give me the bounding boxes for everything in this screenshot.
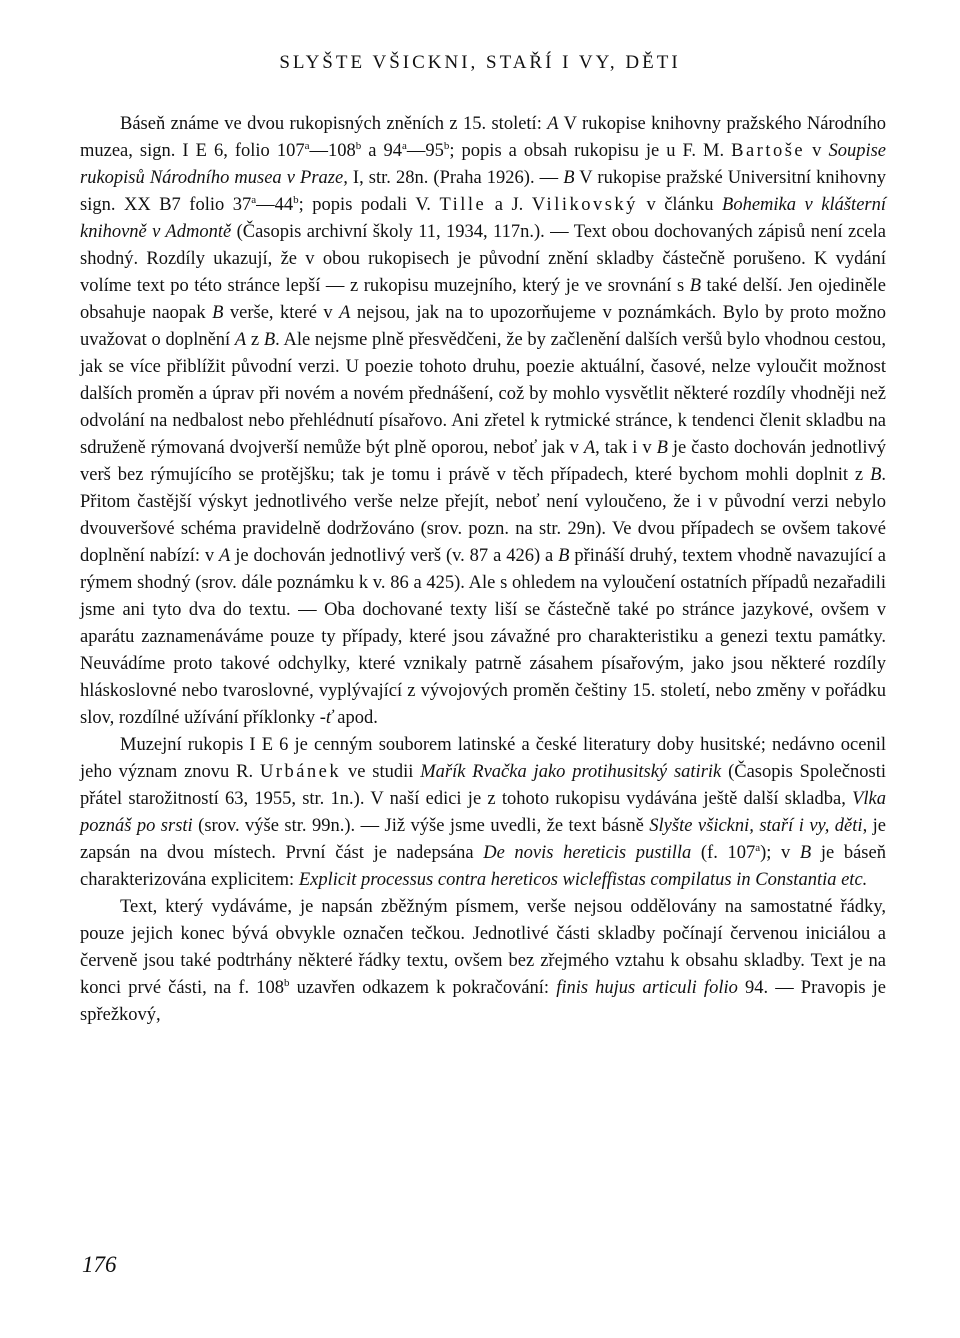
italic-run: B	[558, 546, 570, 566]
italic-run: B	[263, 330, 276, 350]
italic-run: finis hujus articuli folio	[556, 978, 738, 998]
superscript: a	[755, 841, 761, 854]
text-run: —95	[406, 141, 444, 161]
italic-run: A	[339, 303, 351, 323]
text-run: apod.	[332, 708, 378, 728]
text-run: ); v	[760, 843, 800, 863]
text-run: V rukopise knihovny pražského Národního muzea, sign. I E 6, folio 107	[80, 114, 886, 161]
text-run: —44	[256, 195, 294, 215]
italic-run: A	[219, 546, 231, 566]
italic-run: De novis hereticis pustilla	[483, 843, 692, 863]
text-run: —108	[309, 141, 356, 161]
text-run: v	[805, 141, 829, 161]
text-run: ve studii	[341, 762, 421, 782]
body-text	[80, 111, 886, 1029]
page-number: 176	[82, 1252, 117, 1277]
text-run: . Přitom častější výskyt jednotlivého verše nelze přejít, neboť není vyloučeno, že i v původní verzi nebylo dvouveršové schéma pravidelně dodržováno (srov. pozn. na str. 29n). Ve dvou případech se ovšem takové doplnění nabízí: v	[80, 465, 886, 566]
italic-run: Bohemika v klášterní knihovně v Admontě	[80, 195, 886, 242]
paragraph-2	[80, 732, 886, 894]
text-run: nejsou, jak na to upozorňujeme v poznámkách. Bylo by proto možno uvažovat o doplnění	[80, 303, 886, 350]
superscript: a	[304, 139, 310, 152]
italic-run: B	[563, 168, 575, 188]
text-run: je báseň charakterizována explicitem:	[80, 843, 886, 890]
text-run: z	[246, 330, 264, 350]
text-run: přináší druhý, textem vhodně navazující a rýmem shodný (srov. dále poznámku k v. 86 a 425). Ale s ohledem na vyloučení ostatních případů nezařadili jsme ani tyto dva do textu. — Oba dochované texty liší se částečně také po stránce jazykové, ovšem v aparátu zaznamenáváme pouze ty případy, které jsou závažné pro charakteristiku a genezi textu památky. Neuvádíme proto takové odchylky, které vznikaly patrně zásahem písařovým, jako jsou některé rozdíly hláskoslovné nebo tvaroslovné, vyplývající z vývojových proměn češtiny 15. století, nebo změny v pořádku slov, rozdílné užívání příklonky	[80, 546, 886, 728]
text-run: a 94	[361, 141, 402, 161]
text-run: I, str. 28n. (Praha 1926). —	[347, 168, 564, 188]
italic-run: A	[234, 330, 247, 350]
text-run: ; popis podali V.	[298, 195, 440, 215]
text-run: 94. — Pravopis je spřežkový,	[80, 978, 886, 1025]
text-run: Báseň známe ve dvou rukopisných zněních z 15. století:	[120, 114, 548, 134]
italic-run: B	[656, 438, 668, 458]
italic-run: Mařík Rvačka jako protihusitský satirik	[420, 762, 722, 782]
text-run: , je zapsán na dvou místech. První část je nadepsána	[80, 816, 886, 863]
text-run: (Časopis archivní školy 11, 1934, 117n.). — Text obou dochovaných zápisů není zcela shodný. Rozdíly ukazují, že v obou rukopisech je původní znění skladby částečně porušeno. K vydání volíme text po této stránce lepší — z rukopisu muzejního, který je ve srovnání s	[80, 222, 887, 296]
text-run: je často dochován jednotlivý verš bez rýmujícího se protějšku; tak je tomu i právě v těch případech, které bychom mohli doplnit z	[80, 438, 886, 485]
italic-run: B	[689, 276, 701, 296]
text-run: , tak i v	[595, 438, 657, 458]
spaced-name: Bartoše	[731, 141, 806, 161]
text-run: (srov. výše str. 99n.). — Již výše jsme uvedli, že text básně	[192, 816, 650, 836]
text-run: . Ale nejsme plně přesvědčeni, že by začlenění dalších veršů bylo vhodnou cestou, jak se více přiblížit původní verzi. U poezie tohoto druhu, poezie aktuální, časové, nelze vyloučit možnost dalších proměn a úprav při novém a novém přednášení, což by mohlo vysvětlit některé rozdíly vhodněji než odvolání na nedbalost nebo přehlédnutí písařovo. Ani zřetel k rytmické stránce, k tendenci členit skladbu na sdruženě rýmovaná dvojverší nemůže být plně oporou, neboť jak v	[80, 330, 887, 458]
italic-run: Soupise rukopisů Národního musea v Praze,	[80, 141, 887, 188]
italic-run: Explicit processus contra hereticos wicleffistas compilatus in Constantia etc.	[298, 870, 868, 890]
text-run: je dochován jednotlivý verš (v. 87 a 426) a	[230, 546, 559, 566]
superscript: b	[443, 139, 450, 152]
text-run: V rukopise pražské Universitní knihovny sign. XX B7 folio 37	[80, 168, 886, 215]
italic-run: Vlka poznáš po srsti	[80, 789, 886, 836]
text-run: v článku	[637, 195, 723, 215]
superscript: b	[284, 976, 290, 989]
italic-run: A	[547, 114, 559, 134]
text-run: (Časopis Společnosti přátel starožitností 63, 1955, str. 1n.). V naší edici je z tohoto rukopisu vydávána ještě další skladba,	[80, 762, 886, 809]
spaced-name: Tille	[439, 195, 487, 215]
paragraph-1	[80, 111, 886, 732]
text-run: uzavřen odkazem k pokračování:	[289, 978, 557, 998]
italic-run: A	[583, 438, 596, 458]
text-run: Muzejní rukopis I E 6 je cenným souborem latinské a české literatury doby husitské; nedávno ocenil jeho význam znovu R.	[80, 735, 886, 782]
text-run: a J.	[486, 195, 532, 215]
running-head: SLYŠTE VŠICKNI, STAŘÍ I VY, DĚTI	[279, 52, 681, 73]
spaced-name: Vilikovský	[531, 195, 638, 215]
text-run: Text, který vydáváme, je napsán zběžným písmem, verše nejsou oddělovány na samostatné řádky, pouze jejich konec bývá obvykle označen tečkou. Jednotlivé části skladby počínají červenou iniciálou a červeně jsou také podtrhány některé řádky textu, ovšem bez zřejmého vztahu k obsahu skladby. Text je na konci prvé části, na f. 108	[80, 897, 886, 998]
superscript: a	[251, 193, 257, 206]
italic-run: B	[212, 303, 224, 323]
text-run: také delší. Jen ojediněle obsahuje naopak	[80, 276, 886, 323]
text-run: ; popis a obsah rukopisu je u F. M.	[449, 141, 732, 161]
italic-run: B	[799, 843, 812, 863]
superscript: a	[402, 139, 407, 152]
spaced-name: Urbánek	[259, 762, 342, 782]
italic-run: B	[870, 465, 882, 485]
italic-run: -ť	[319, 708, 333, 728]
text-run: (f. 107	[691, 843, 756, 863]
paragraph-3	[80, 894, 886, 1029]
superscript: b	[355, 139, 362, 152]
italic-run: Slyšte všickni, staří i vy, děti	[649, 816, 863, 836]
text-run: verše, které v	[223, 303, 340, 323]
superscript: b	[293, 193, 299, 206]
